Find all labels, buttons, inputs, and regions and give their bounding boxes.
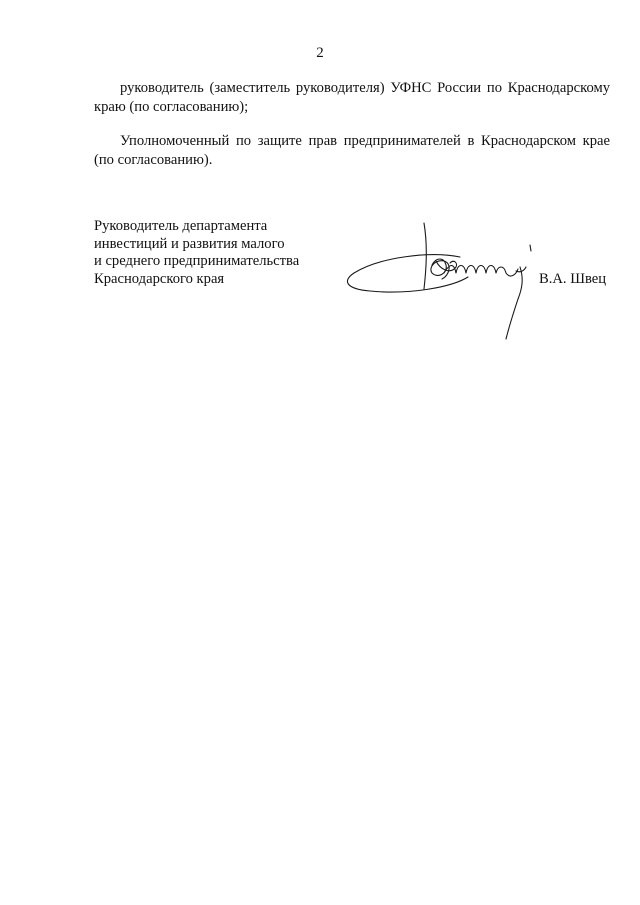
signer-position-line: и среднего предпринимательства [94,253,300,269]
handwritten-signature-icon [340,215,555,345]
paragraph-business-ombudsman: Уполномоченный по защите прав предпринимателей в Краснодарском крае (по согласованию). [94,133,610,168]
signer-position-line: инвестиций и развития малого [94,235,285,252]
page-number: 2 [316,45,324,61]
signer-name: В.А. Швец [539,271,607,287]
signer-position [94,218,354,288]
signer-position-line: Краснодарского края [94,270,225,287]
paragraph-tax-service-head: руководитель (заместитель руководителя) УФНС России по Краснодарскому краю (по согласованию); [94,80,610,115]
signer-position-line: Руководитель департамента [94,218,268,234]
